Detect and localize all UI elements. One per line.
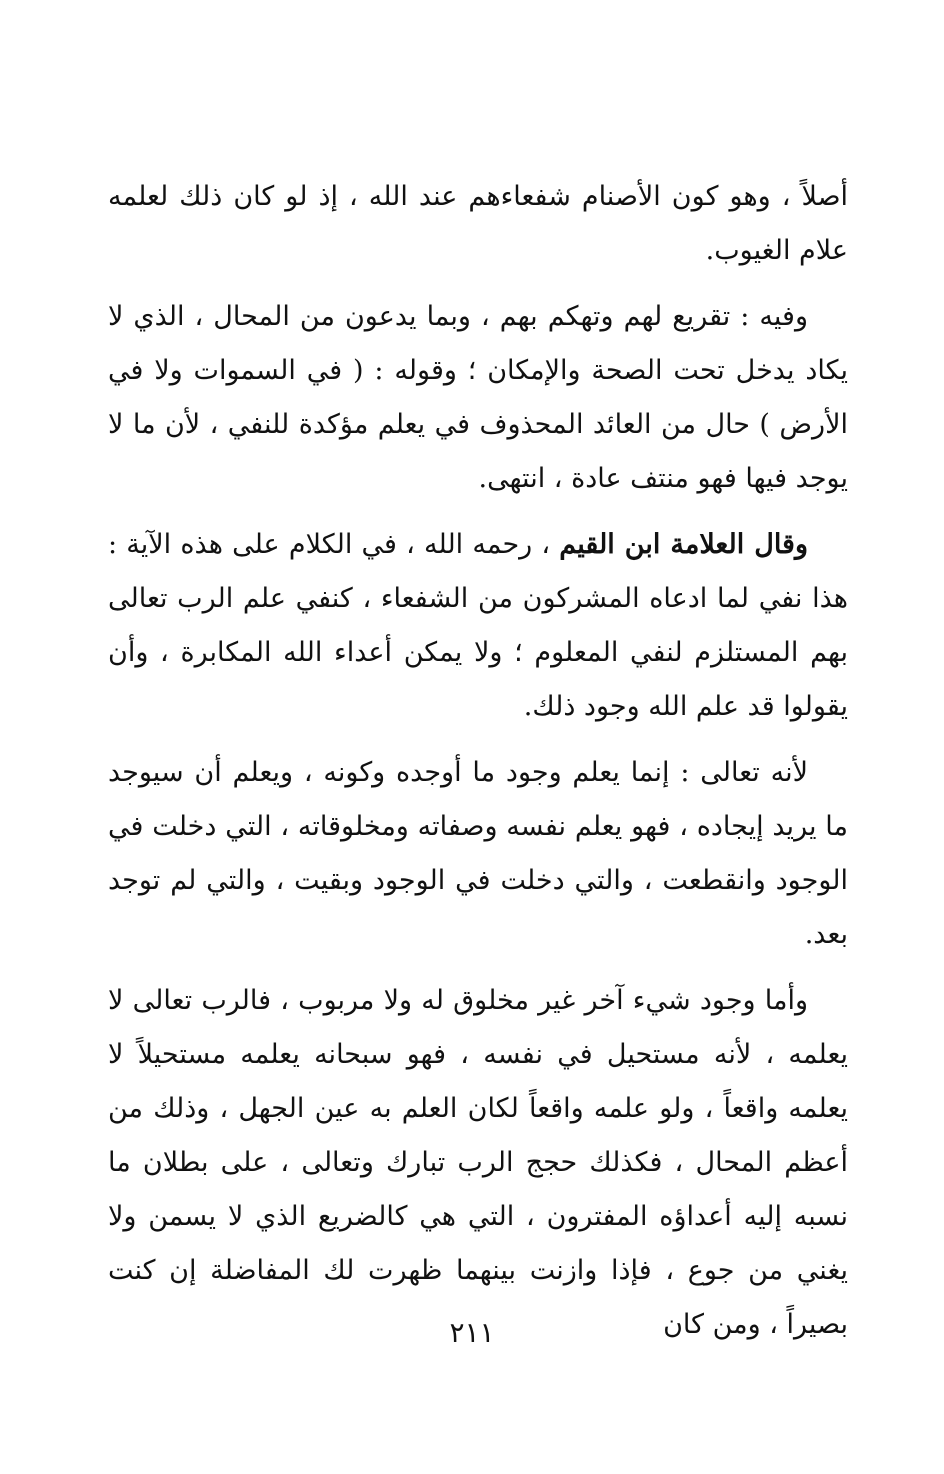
paragraph-text: أصلاً ، وهو كون الأصنام شفعاءهم عند الله ، إذ لو كان ذلك لعلمه علام الغيوب. xyxy=(108,181,848,266)
paragraph-3 xyxy=(108,518,848,734)
paragraph-4 xyxy=(108,746,848,962)
paragraph-text: ، رحمه الله ، في الكلام على هذه الآية : هذا نفي لما ادعاه المشركون من الشفعاء ، كنفي علم الرب تعالى بهم المستلزم لنفي المعلوم ؛ ولا يمكن أعداء الله المكابرة ، وأن يقولوا قد علم الله وجود ذلك. xyxy=(108,529,848,722)
paragraph-text: لأنه تعالى : إنما يعلم وجود ما أوجده وكونه ، ويعلم أن سيوجد ما يريد إيجاده ، فهو يعلم نفسه وصفاته ومخلوقاته ، التي دخلت في الوجود وانقطعت ، والتي دخلت في الوجود وبقيت ، والتي لم توجد بعد. xyxy=(108,757,848,950)
author-name-bold: وقال العلامة ابن القيم xyxy=(559,529,808,560)
page-number: ٢١١ xyxy=(449,1316,495,1349)
paragraph-1 xyxy=(108,170,848,278)
paragraph-text: وفيه : تقريع لهم وتهكم بهم ، وبما يدعون من المحال ، الذي لا يكاد يدخل تحت الصحة والإمكان ؛ وقوله : ( في السموات ولا في الأرض ) حال من العائد المحذوف في يعلم مؤكدة للنفي ، لأن ما لا يوجد فيها فهو منتف عادة ، انتهى. xyxy=(108,301,848,494)
paragraph-text: وأما وجود شيء آخر غير مخلوق له ولا مربوب ، فالرب تعالى لا يعلمه ، لأنه مستحيل في نفسه ، فهو سبحانه يعلمه مستحيلاً لا يعلمه واقعاً ، ولو علمه واقعاً لكان العلم به عين الجهل ، وذلك من أعظم المحال ، فكذلك حجج الرب تبارك وتعالى ، على بطلان ما نسبه إليه أعداؤه المفترون ، التي هي كالضريع الذي لا يسمن ولا يغني من جوع ، فإذا وازنت بينهما ظهرت لك المفاضلة إن كنت بصيراً ، ومن كان xyxy=(108,985,848,1340)
paragraph-5 xyxy=(108,974,848,1352)
body-text xyxy=(108,170,848,1364)
paragraph-2 xyxy=(108,290,848,506)
